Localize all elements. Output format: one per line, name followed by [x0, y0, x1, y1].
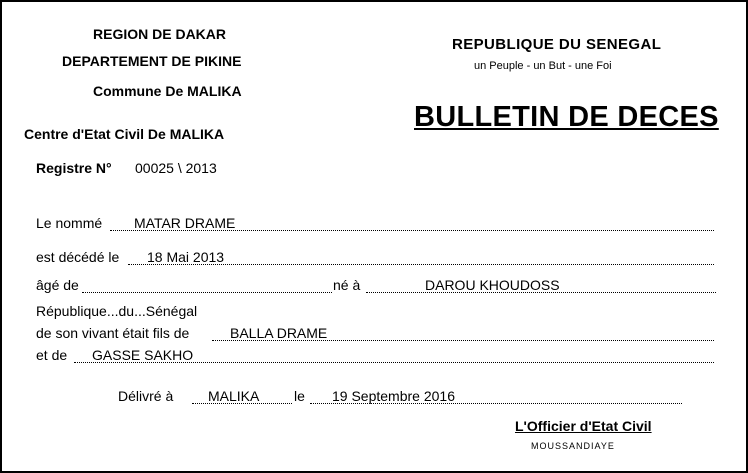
decede-value: 18 Mai 2013 — [147, 249, 225, 265]
delivre-date-value: 19 Septembre 2016 — [332, 388, 455, 404]
republique-line: République...du...Sénégal — [36, 303, 198, 319]
centre-label: Centre d'Etat Civil De MALIKA — [24, 126, 225, 142]
fils-label: de son vivant était fils de — [36, 325, 190, 341]
document-title: BULLETIN DE DECES — [414, 101, 719, 133]
region-label: REGION DE DAKAR — [93, 26, 227, 42]
registre-label: Registre N° — [36, 160, 112, 176]
departement-label: DEPARTEMENT DE PIKINE — [62, 53, 242, 69]
decede-label: est décédé le — [36, 249, 120, 265]
ne-value: DAROU KHOUDOSS — [425, 277, 560, 293]
age-label: âgé de — [36, 277, 79, 293]
registre-value: 00025 \ 2013 — [135, 160, 217, 176]
commune-label: Commune De MALIKA — [93, 83, 242, 99]
et-de-value: GASSE SAKHO — [92, 347, 194, 363]
et-de-label: et de — [36, 347, 68, 363]
motto-label: un Peuple - un But - une Foi — [474, 60, 612, 72]
delivre-label: Délivré à — [118, 388, 174, 404]
republique-label: REPUBLIQUE DU SENEGAL — [452, 36, 662, 53]
officier-name: MOUSSANDIAYE — [531, 441, 615, 451]
le-label: le — [294, 388, 305, 404]
ne-label: né à — [333, 277, 361, 293]
age-dotted-line — [82, 292, 332, 293]
nomme-label: Le nommé — [36, 215, 103, 231]
nomme-value: MATAR DRAME — [134, 215, 236, 231]
fils-value: BALLA DRAME — [230, 325, 328, 341]
delivre-lieu-value: MALIKA — [208, 388, 260, 404]
officier-label: L'Officier d'Etat Civil — [515, 418, 652, 434]
